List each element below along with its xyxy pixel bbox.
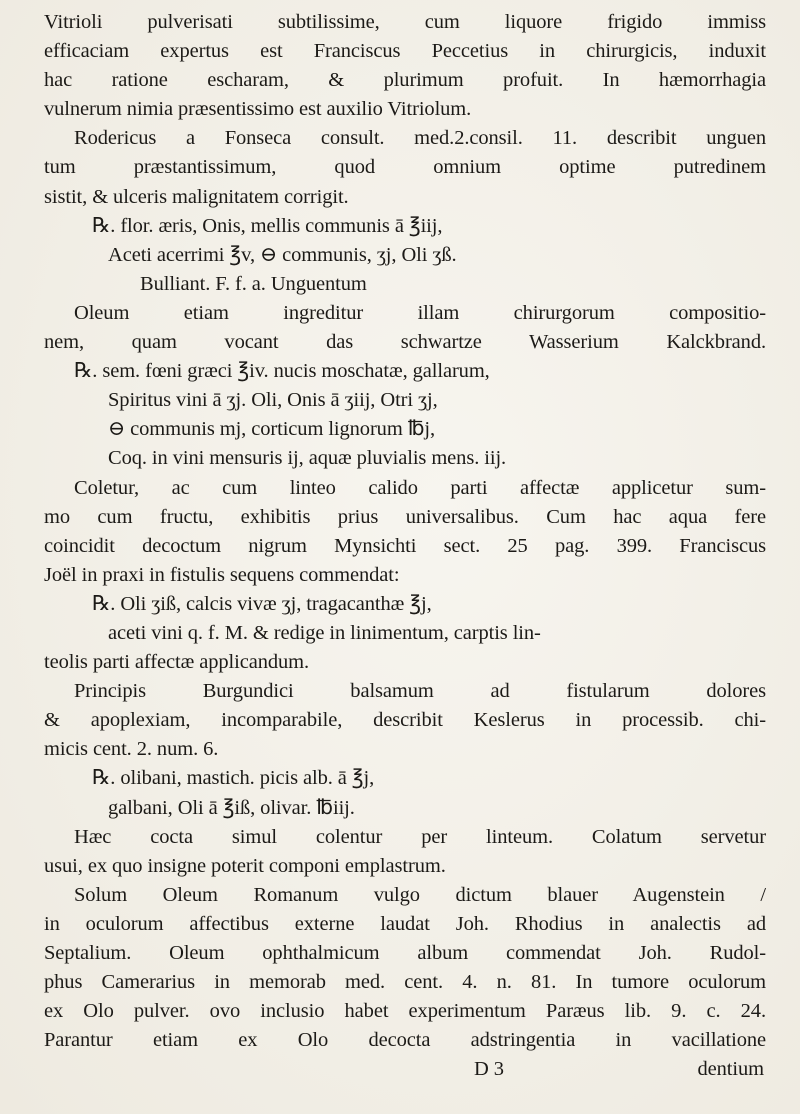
text-line: usui, ex quo insigne poterit componi emplastrum. [44,854,446,877]
page-footer [44,1055,766,1084]
text-line: vulnerum nimia præsentissimo est auxilio Vitriolum. [44,98,472,121]
text-line: aceti vini q. f. M. & redige in linimentum, carptis lin- [108,621,541,644]
text-line: nem, quam vocant das schwartze Wasserium Kalckbrand. [44,331,766,354]
text-line: Coq. in vini mensuris ij, aquæ pluvialis mens. iij. [108,447,507,470]
text-line: Solum Oleum Romanum vulgo dictum blauer Augenstein / [74,883,766,906]
text-line: coincidit decoctum nigrum Mynsichti sect. 25 pag. 399. Franciscus [44,534,766,557]
text-line: teolis parti affectæ applicandum. [44,651,310,674]
text-line: ℞. Oli ʒiß, calcis vivæ ʒj, tragacanthæ ℥j, [92,592,432,615]
text-line: Aceti acerrimi ℥v, ⊖ communis, ʒj, Oli ʒß. [108,243,457,266]
signature-mark: D 3 [474,1058,504,1081]
text-line: ex Olo pulver. ovo inclusio habet experimentum Paræus lib. 9. c. 24. [44,1000,766,1023]
text-line: hac ratione escharam, & plurimum profuit. In hæmorrhagia [44,69,766,92]
text-line: Spiritus vini ā ʒj. Oli, Onis ā ʒiij, Otri ʒj, [108,389,438,412]
text-line: sistit, & ulceris malignitatem corrigit. [44,185,349,208]
text-line: in oculorum affectibus externe laudat Joh. Rhodius in analectis ad [44,912,766,935]
text-line: Vitrioli pulverisati subtilissime, cum liquore frigido immiss [44,11,766,33]
text-line: Hæc cocta simul colentur per linteum. Colatum servetur [74,825,766,848]
text-line: Joël in praxi in fistulis sequens commendat: [44,563,400,586]
catchword: dentium [697,1058,764,1081]
text-line: Rodericus a Fonseca consult. med.2.consil. 11. describit unguen [74,127,766,150]
text-line: tum præstantissimum, quod omnium optime putredinem [44,156,766,179]
text-line: Oleum etiam ingreditur illam chirurgorum compositio- [74,301,766,324]
text-line: Principis Burgundici balsamum ad fistularum dolores [74,680,766,703]
text-line: & apoplexiam, incomparabile, describit Keslerus in processib. chi- [44,709,766,732]
text-line: ℞. sem. fœni græci ℥iv. nucis moschatæ, gallarum, [74,360,490,383]
text-line: ⊖ communis mj, corticum lignorum ℔j, [108,418,435,441]
text-line: Bulliant. F. f. a. Unguentum [140,272,367,295]
page-body-text [44,8,766,1055]
text-line: Coletur, ac cum linteo calido parti affectæ applicetur sum- [74,476,766,499]
text-line: mo cum fructu, exhibitis prius universalibus. Cum hac aqua fere [44,505,766,528]
text-line: ℞. olibani, mastich. picis alb. ā ℥j, [92,767,375,790]
text-line: efficaciam expertus est Franciscus Peccetius in chirurgicis, induxit [44,40,766,63]
text-line: phus Camerarius in memorab med. cent. 4. n. 81. In tumore oculorum [44,971,766,994]
text-line: galbani, Oli ā ℥iß, olivar. ℔iij. [108,796,355,819]
text-line: Septalium. Oleum ophthalmicum album commendat Joh. Rudol- [44,942,766,964]
text-line: Parantur etiam ex Olo decocta adstringentia in vacillatione [44,1029,766,1052]
text-line: ℞. flor. æris, Onis, mellis communis ā ℥iij, [92,214,443,237]
text-line: micis cent. 2. num. 6. [44,738,219,761]
